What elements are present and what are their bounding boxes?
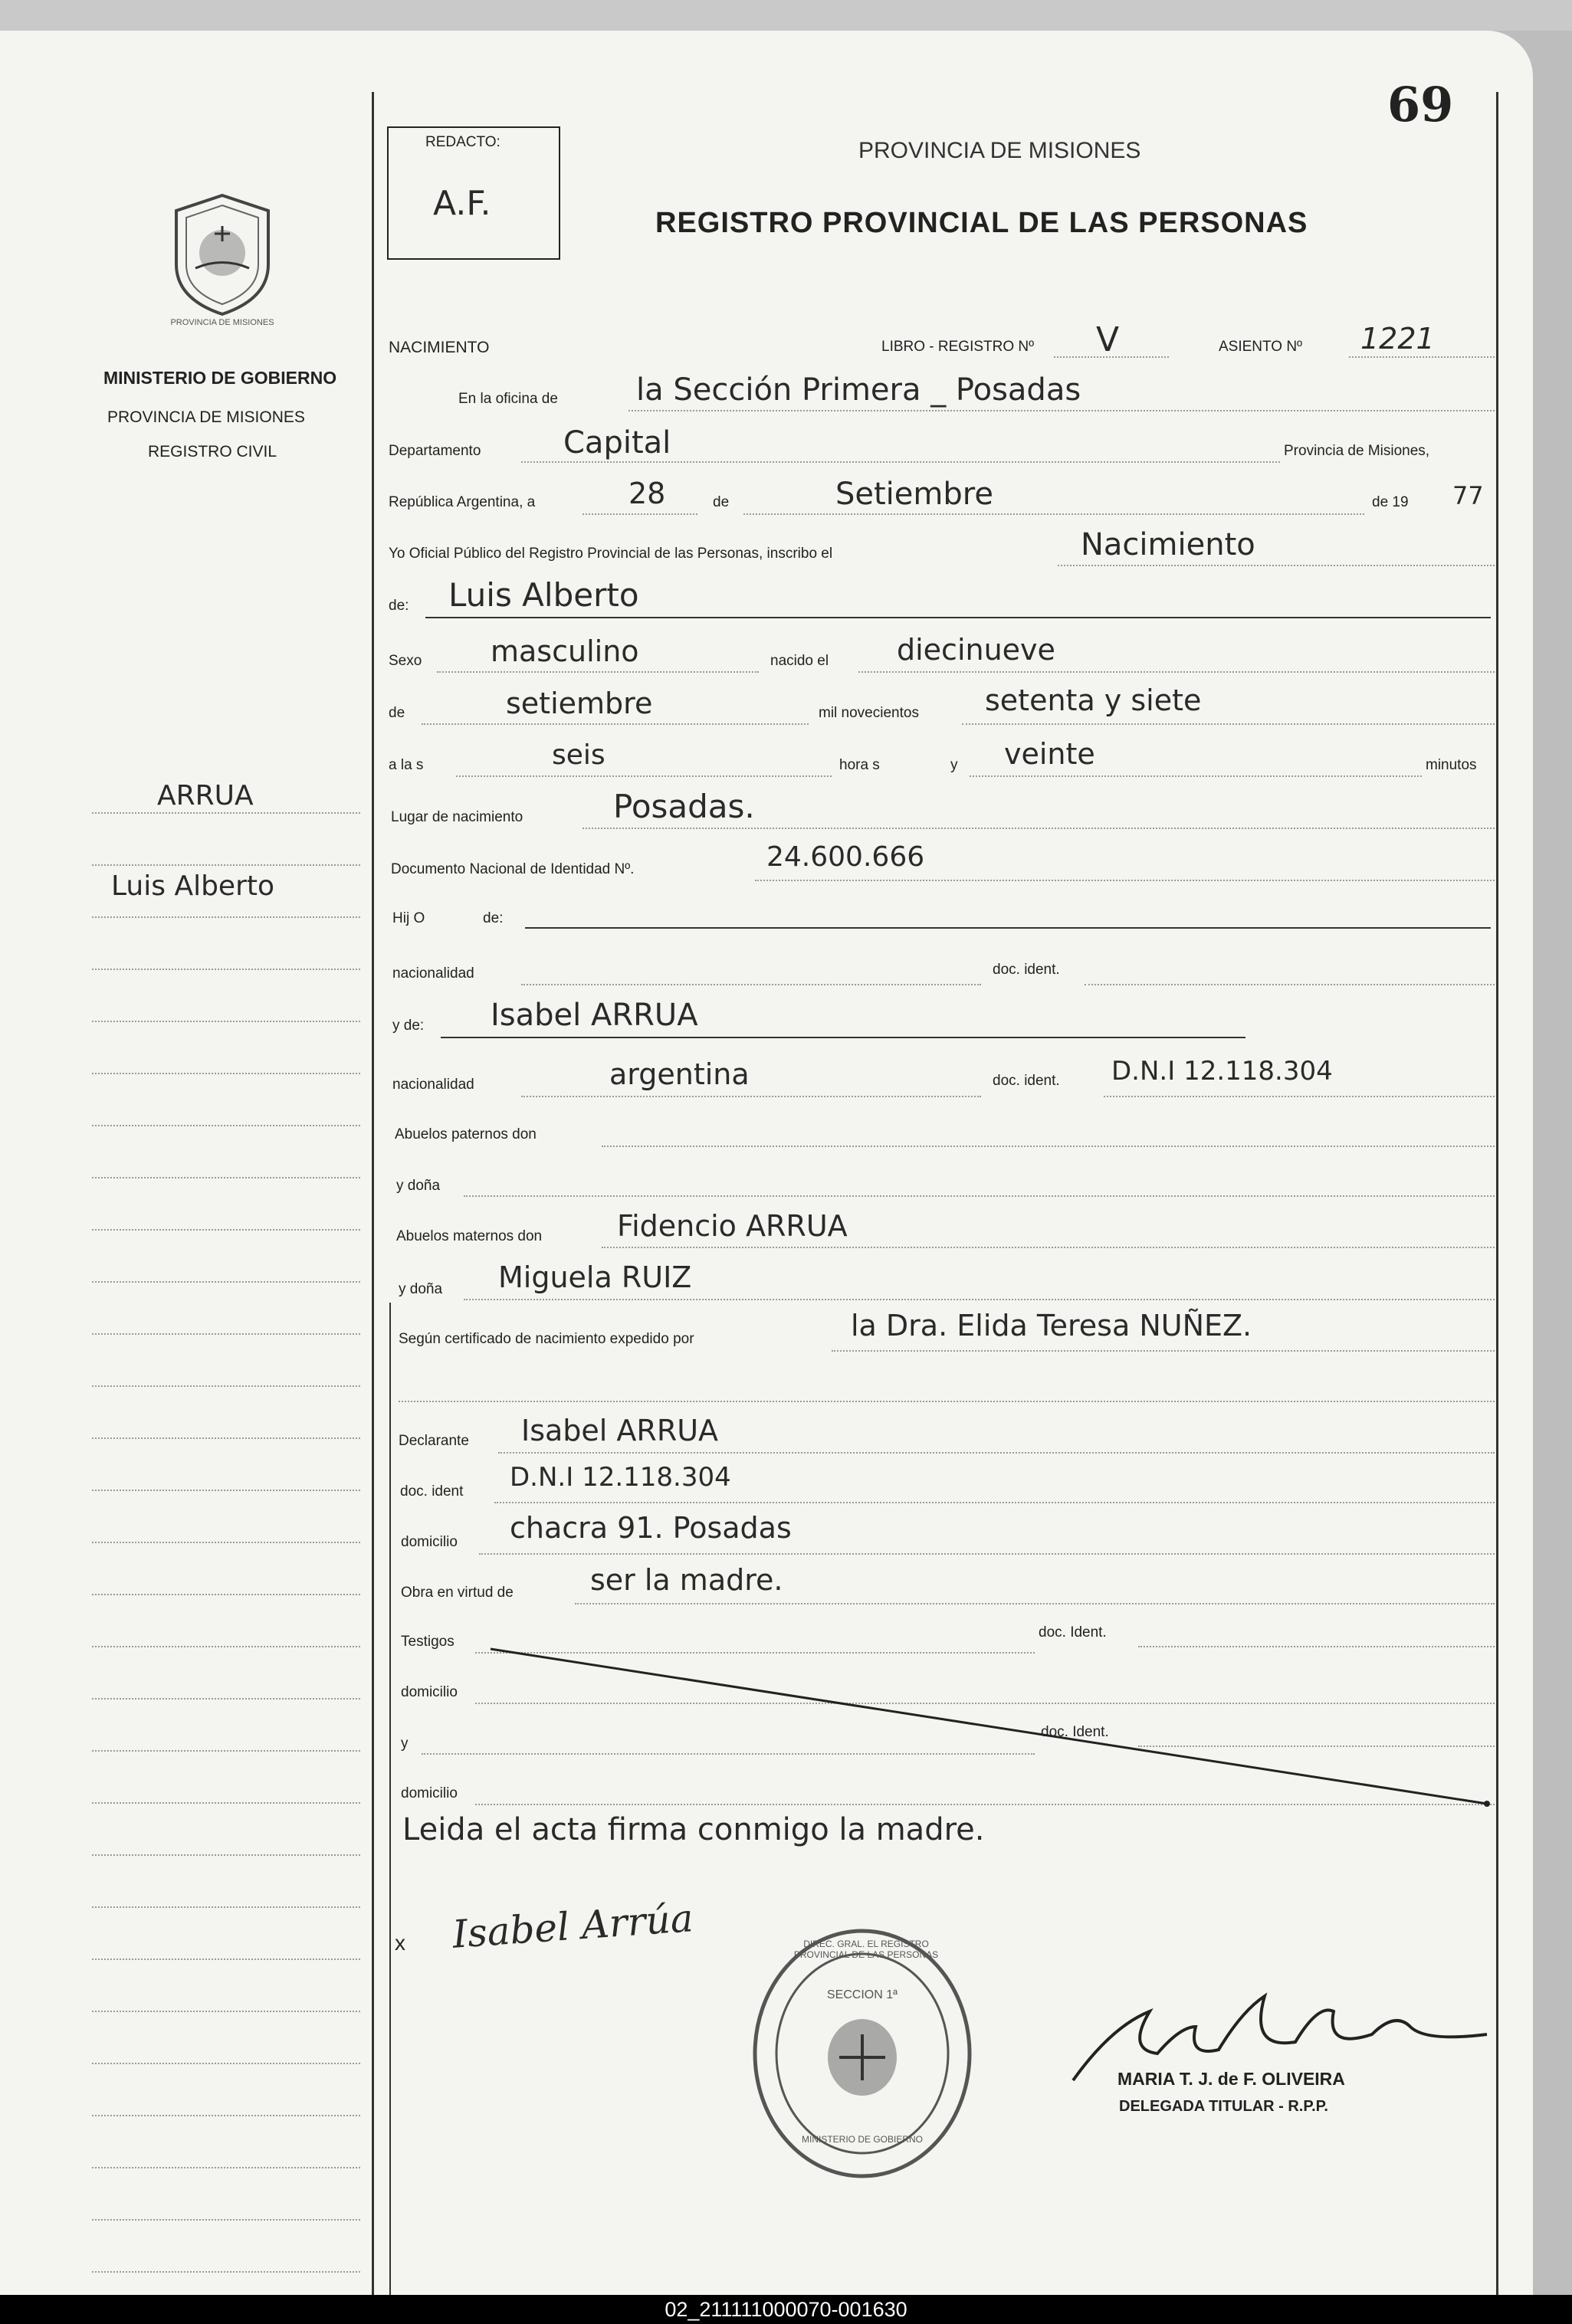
dni-label: Documento Nacional de Identidad Nº. [391,861,635,877]
madre-value: Isabel ARRUA [491,998,698,1033]
minutos-label: minutos [1426,757,1477,773]
footer-code: 02_211111000070-001630 [0,2295,1572,2324]
dni-value: 24.600.666 [766,841,925,873]
testigos-label: Testigos [401,1634,455,1650]
stamp-inner-text: SECCION 1ª [826,1988,898,2001]
official-title: DELEGADA TITULAR - R.P.P. [1119,2098,1328,2115]
departamento-label: Departamento [389,443,481,459]
official-name: MARIA T. J. de F. OLIVEIRA [1117,2069,1345,2089]
anio-nac-value: setenta y siete [985,683,1202,717]
docident1-label: doc. ident. [993,962,1060,978]
nacido-value: diecinueve [897,633,1055,667]
docident2-label: doc. ident. [993,1073,1060,1089]
testigos-strike-line [0,31,1533,1870]
margin-row-line [92,2063,360,2064]
declarante-value: Isabel ARRUA [521,1414,719,1447]
docident4-label: doc. Ident. [1039,1624,1107,1641]
oficina-label: En la oficina de [458,391,558,407]
margin-row-line [92,2219,360,2221]
sexo-value: masculino [491,634,639,668]
stamp-seal-icon [747,1923,977,2184]
anio-label: de 19 [1372,494,1409,510]
lugar-label: Lugar de nacimiento [391,809,523,825]
y2-label: y [401,1736,409,1752]
ministry-line3: REGISTRO CIVIL [148,443,277,461]
docident2-value: D.N.I 12.118.304 [1111,1056,1333,1087]
nacido-label: nacido el [770,653,829,669]
docident3-label: doc. ident [400,1483,464,1500]
mes-value: Setiembre [835,477,993,512]
asiento-value: 1221 [1360,322,1435,356]
obra-value: ser la madre. [590,1563,783,1597]
republica-label: República Argentina, a [389,494,536,510]
abuelo-mat-value: Fidencio ARRUA [617,1209,848,1243]
inscribo-value: Nacimiento [1081,527,1255,562]
hora-label: hora s [839,757,880,773]
margin-row-line [92,1959,360,1960]
margin-row-line [92,1906,360,1908]
leida-text: Leida el acta firma conmigo la madre. [402,1812,985,1847]
act-type-label: NACIMIENTO [389,339,490,356]
de2-label: de: [389,598,409,614]
top-background-strip [0,0,1572,31]
yde-label: y de: [392,1018,425,1034]
oficina-value: la Sección Primera _ Posadas [636,372,1081,408]
sexo-label: Sexo [389,653,422,669]
docident3-value: D.N.I 12.118.304 [510,1462,731,1493]
page-number: 69 [1387,77,1454,133]
abuelos-mat-label: Abuelos maternos don [396,1228,543,1244]
anio-value: 77 [1452,481,1484,510]
mother-signature: Isabel Arrúa [451,1896,695,1957]
dia-value: 28 [628,477,666,510]
provincia-label: Provincia de Misiones, [1284,443,1430,459]
ministry-line2: PROVINCIA DE MISIONES [107,408,305,426]
ydona2-label: y doña [399,1281,443,1297]
alas-label: a la s [389,757,424,773]
departamento-value: Capital [563,425,671,461]
nombre-value: Luis Alberto [448,576,639,614]
province-title: PROVINCIA DE MISIONES [858,138,1141,163]
stamp-bottom-text: MINISTERIO DE GOBIERNO [801,2134,923,2145]
libro-label: LIBRO - REGISTRO Nº [881,339,1035,355]
stamp-outer-text: DIREC. GRAL. EL REGISTRO PROVINCIAL DE LAS PERSONAS [793,1939,939,1960]
redacto-value: A.F. [433,184,491,223]
registry-title: REGISTRO PROVINCIAL DE LAS PERSONAS [655,207,1308,239]
de-label: de [713,494,730,510]
margin-row-line [92,2011,360,2012]
margin-given-name: Luis Alberto [111,870,275,902]
mes-nac-value: setiembre [506,687,653,720]
minutos-value: veinte [1004,737,1095,771]
inscribo-label: Yo Oficial Público del Registro Provincial de las Personas, inscribo el [389,546,833,562]
nacionalidad2-label: nacionalidad [392,1077,474,1093]
lugar-value: Posadas. [613,788,755,825]
emblem-text: PROVINCIA DE MISIONES [170,318,274,327]
ministry-line1: MINISTERIO DE GOBIERNO [103,368,337,388]
docident5-label: doc. Ident. [1041,1724,1109,1740]
margin-row-line [92,2271,360,2273]
margin-row-line [92,2167,360,2168]
ydona1-label: y doña [396,1178,441,1194]
de3-label: de [389,705,405,721]
x-mark: x [395,1931,405,1955]
domicilio2-label: domicilio [401,1684,458,1700]
hora-value: seis [552,739,605,771]
certificado-label: Según certificado de nacimiento expedido por [399,1331,694,1347]
margin-surname: ARRUA [157,780,254,811]
nacionalidad2-value: argentina [609,1057,750,1091]
redacto-label: REDACTO: [425,134,500,150]
register-page [0,31,1533,2310]
hijo-label: Hij O [392,910,425,926]
obra-label: Obra en virtud de [401,1585,514,1601]
hijo-de-label: de: [483,910,504,926]
milnov-label: mil novecientos [819,705,919,721]
margin-row-line [92,2115,360,2116]
domicilio1-value: chacra 91. Posadas [510,1511,792,1545]
certificado-value: la Dra. Elida Teresa NUÑEZ. [851,1309,1252,1342]
libro-value: V [1096,320,1120,359]
y-label: y [950,757,958,773]
nacionalidad1-label: nacionalidad [392,965,474,982]
abuela-mat-value: Miguela RUIZ [498,1260,692,1294]
declarante-label: Declarante [399,1433,469,1449]
domicilio3-label: domicilio [401,1785,458,1801]
registry-stamp [747,1923,977,2184]
asiento-label: ASIENTO Nº [1219,339,1302,355]
domicilio1-label: domicilio [401,1534,458,1550]
abuelos-pat-label: Abuelos paternos don [395,1126,537,1142]
